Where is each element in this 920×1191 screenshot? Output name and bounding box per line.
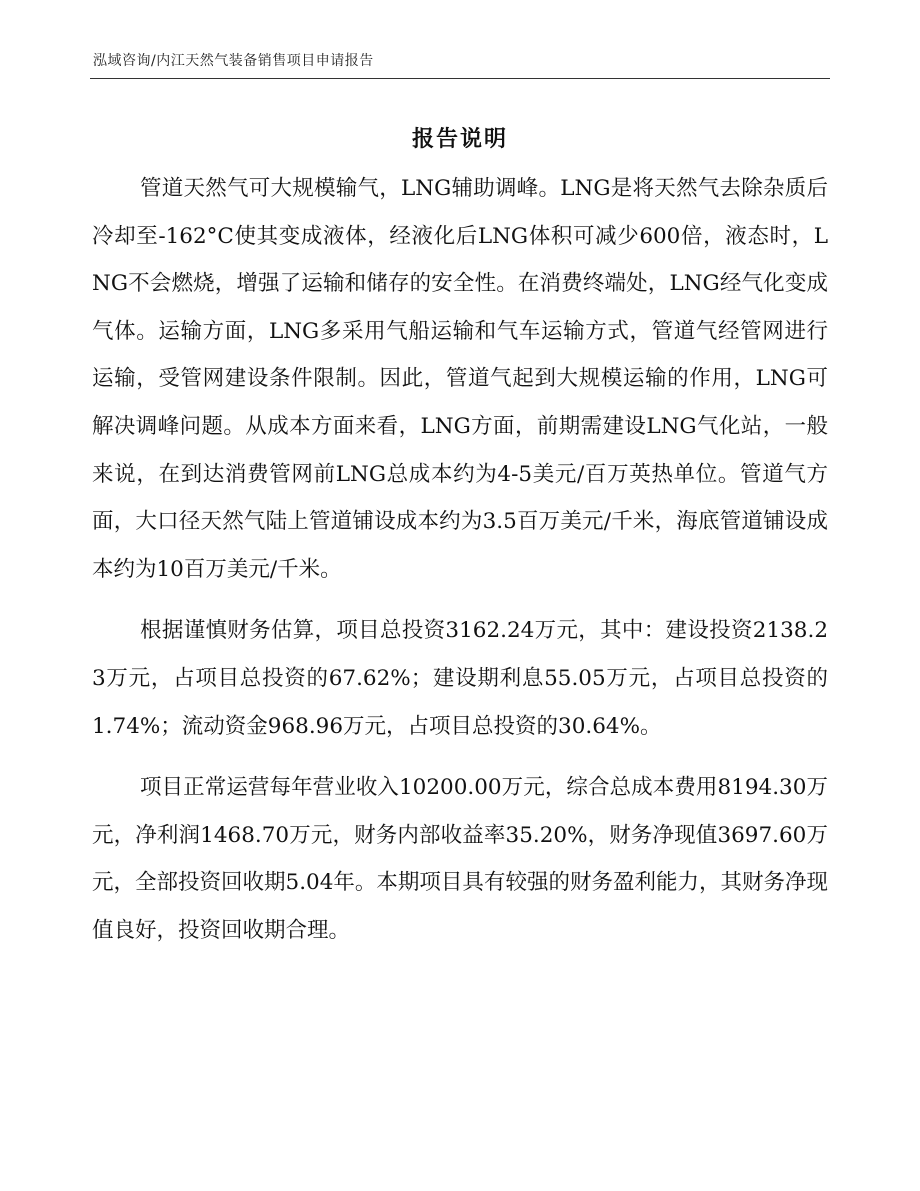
section-title: 报告说明 <box>411 127 508 152</box>
paragraph-investment-estimate: 根据谨慎财务估算，项目总投资3162.24万元，其中：建设投资2138.23万元，占项目总投资的67.62%；建设期利息55.05万元，占项目总投资的1.74%；流动资金968.96万元，占项目总投资的30.64%。 <box>92 618 828 739</box>
paragraph-financial-returns: 项目正常运营每年营业收入10200.00万元，综合总成本费用8194.30万元，净利润1468.70万元，财务内部收益率35.20%，财务净现值3697.60万元，全部投资回收期5.04年。本期项目具有较强的财务盈利能力，其财务净现值良好，投资回收期合理。 <box>92 775 828 943</box>
paragraph-lng-vs-pipeline: 管道天然气可大规模输气，LNG辅助调峰。LNG是将天然气去除杂质后冷却至-162°C使其变成液体，经液化后LNG体积可减少600倍，液态时，LNG不会燃烧，增强了运输和储存的安全性。在消费终端处，LNG经气化变成气体。运输方面，LNG多采用气船运输和气车运输方式，管道气经管网进行运输，受管网建设条件限制。因此，管道气起到大规模运输的作用，LNG可解决调峰问题。从成本方面来看，LNG方面，前期需建设LNG气化站，一般来说，在到达消费管网前LNG总成本约为4-5美元/百万英热单位。管道气方面，大口径天然气陆上管道铺设成本约为3.5百万美元/千米，海底管道铺设成本约为10百万美元/千米。 <box>92 176 828 582</box>
body-text <box>92 165 828 955</box>
running-header: 泓域咨询/内江天然气装备销售项目申请报告 <box>93 53 374 69</box>
header-divider <box>90 78 830 79</box>
